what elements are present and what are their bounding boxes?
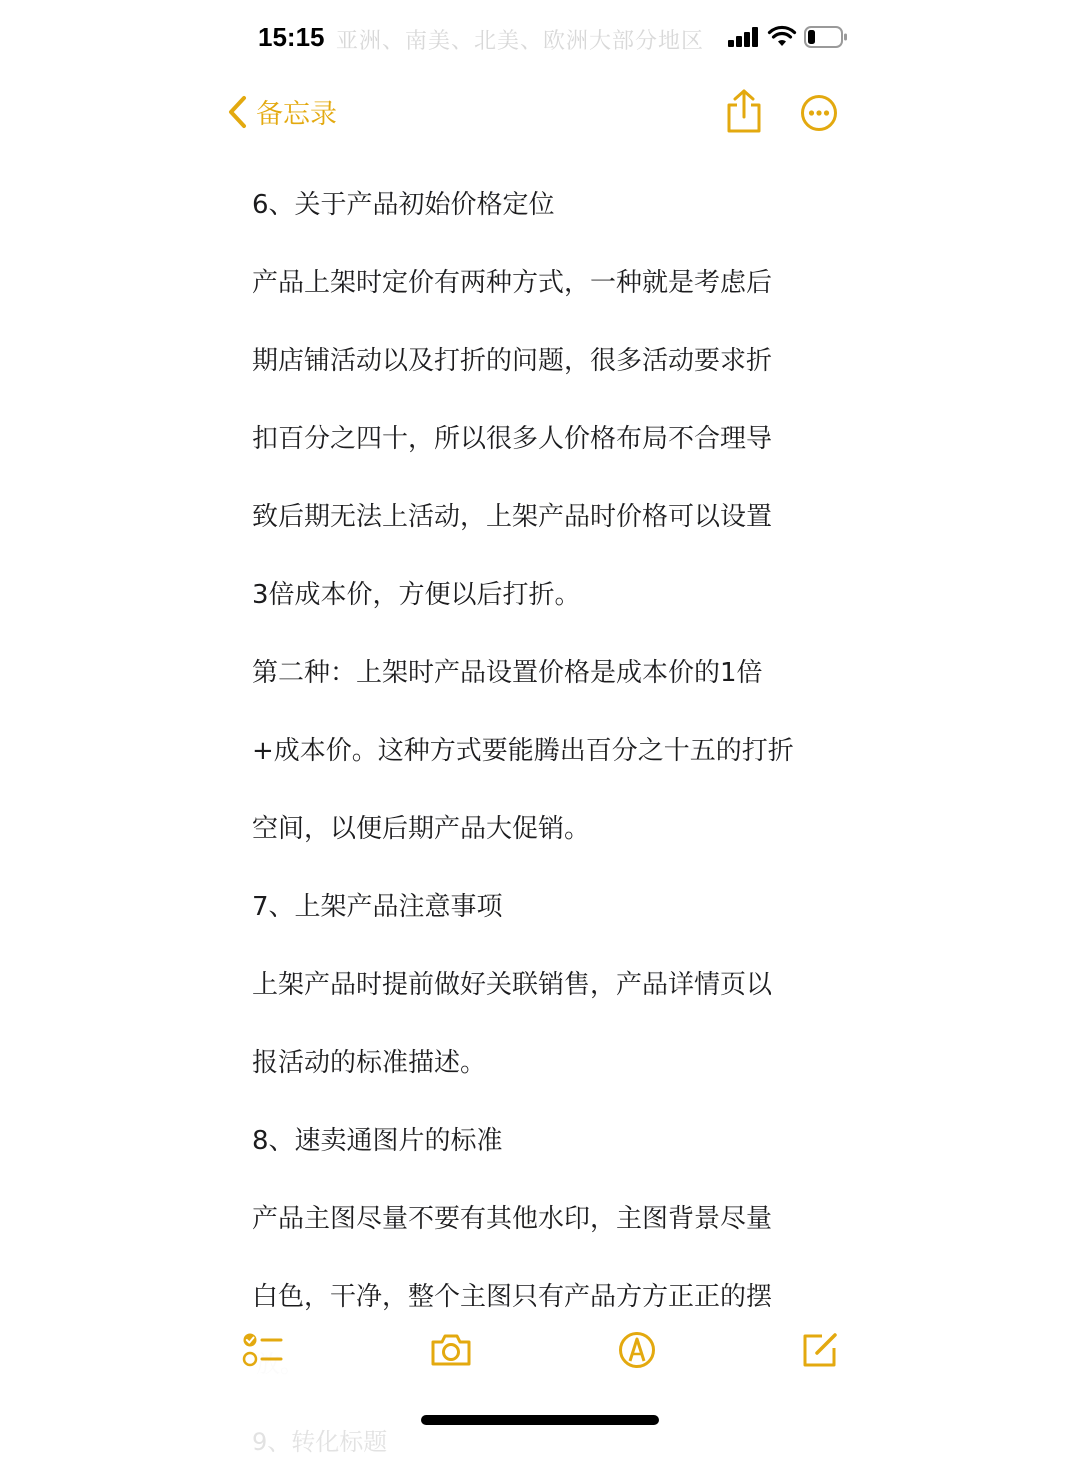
note-bottom-faded-text: 9、转化标题 [252,1428,388,1456]
status-bar [0,0,1080,80]
note-line: 产品上架时定价有两种方式，一种就是考虑后 [252,268,773,298]
home-indicator[interactable] [421,1415,659,1425]
note-line: 空间，以便后期产品大促销。 [252,814,591,844]
share-button[interactable] [724,88,764,138]
note-line: 白色，干净，整个主图只有产品方方正正的摆 [252,1282,773,1312]
note-line: 扣百分之四十，所以很多人价格布局不合理导 [252,424,773,454]
share-icon [724,88,764,134]
checklist-icon [242,1330,284,1370]
note-line: 期店铺活动以及打折的问题，很多活动要求折 [252,346,773,376]
compose-icon [800,1330,840,1370]
note-line: 致后期无法上活动，上架产品时价格可以设置 [252,502,773,532]
note-line: 上架产品时提前做好关联销售，产品详情页以 [252,970,773,1000]
status-time: 15:15 [258,22,325,52]
more-button[interactable] [800,94,838,136]
note-line: 8、速卖通图片的标准 [252,1126,503,1156]
bottom-toolbar [0,1320,1080,1384]
wifi-icon [768,27,796,47]
note-body[interactable] [252,166,852,1336]
status-icons [728,26,848,48]
status-faded-text: 亚洲、南美、北美、欧洲大部分地区 [336,29,705,54]
chevron-left-icon [226,95,248,129]
markup-pen-icon [617,1330,657,1370]
back-button-label: 备忘录 [256,99,337,130]
camera-button[interactable] [429,1330,473,1374]
nav-bar [0,84,1080,144]
note-line: 6、关于产品初始价格定位 [252,190,555,220]
note-line: 3倍成本价，方便以后打折。 [252,580,581,610]
compose-button[interactable] [800,1330,840,1374]
note-line: +成本价。这种方式要能腾出百分之十五的打折 [252,736,794,766]
camera-icon [429,1330,473,1370]
note-line: 第二种：上架时产品设置价格是成本价的1倍 [252,658,763,688]
markup-button[interactable] [617,1330,657,1374]
note-line: 产品主图尽量不要有其他水印，主图背景尽量 [252,1204,773,1234]
checklist-button[interactable] [242,1330,284,1374]
cellular-signal-icon [728,27,760,47]
note-line: 7、上架产品注意事项 [252,892,503,922]
note-line: 报活动的标准描述。 [252,1048,487,1078]
ellipsis-circle-icon [800,94,838,132]
battery-icon [804,26,848,48]
back-button[interactable] [226,92,337,131]
